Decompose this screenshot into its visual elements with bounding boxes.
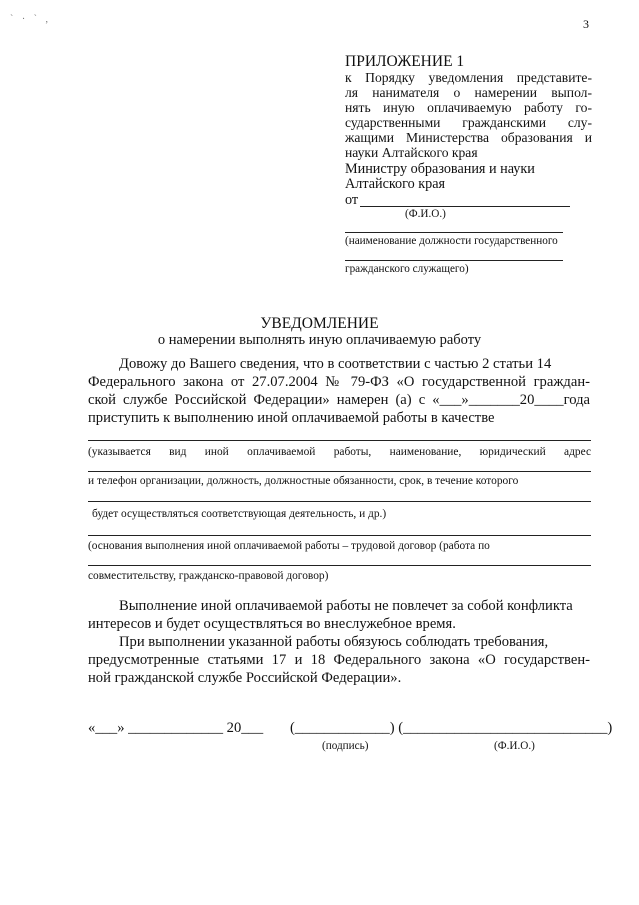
paragraph-line: ной гражданской службе Российской Федерации». xyxy=(88,670,402,686)
appendix-title: ПРИЛОЖЕНИЕ 1 xyxy=(345,53,465,70)
fio-underline xyxy=(360,206,570,207)
position-underline xyxy=(345,232,563,233)
addressee-line: Министру образования и науки xyxy=(345,161,535,177)
fill-line xyxy=(88,440,591,441)
fio-signature-caption: (Ф.И.О.) xyxy=(494,740,535,752)
paragraph-line: При выполнении указанной работы обязуюсь соблюдать требования, xyxy=(119,634,549,650)
fill-caption: и телефон организации, должность, должностные обязанности, срок, в течение которого xyxy=(88,475,519,487)
addressee-line: Алтайского края xyxy=(345,176,446,192)
fill-line xyxy=(88,565,591,566)
fio-caption: (Ф.И.О.) xyxy=(405,208,446,220)
fill-caption: (указывается вид иной оплачиваемой работы, наименование, юридический адрес xyxy=(88,446,591,458)
fill-line xyxy=(88,471,591,472)
fill-caption: совместительству, гражданско-правовой договор) xyxy=(88,570,329,582)
appendix-line: нять иную оплачиваемую работу го- xyxy=(345,100,592,115)
paragraph-line: предусмотренные статьями 17 и 18 Федерального закона «О государствен- xyxy=(88,652,590,668)
paragraph-line: интересов и будет осуществляться во внеслужебное время. xyxy=(88,616,456,632)
position-caption: гражданского служащего) xyxy=(345,263,469,275)
signature-date: «___» _____________ 20___ xyxy=(88,720,264,736)
appendix-line: жащими Министерства образования и xyxy=(345,130,592,145)
paragraph-line: приступить к выполнению иной оплачиваемой работы в качестве xyxy=(88,410,495,426)
document-subtitle: о намерении выполнять иную оплачиваемую работу xyxy=(157,332,482,348)
appendix-line: науки Алтайского края xyxy=(345,145,478,160)
from-label: от xyxy=(345,192,359,208)
scan-specks: ` · ` , xyxy=(10,14,51,25)
appendix-line: сударственными гражданскими слу- xyxy=(345,115,592,130)
document-title: УВЕДОМЛЕНИЕ xyxy=(260,315,379,332)
position-caption: (наименование должности государственного xyxy=(345,235,558,247)
signature-caption: (подпись) xyxy=(322,740,369,752)
appendix-line: к Порядку уведомления представите- xyxy=(345,70,592,85)
fill-line xyxy=(88,501,591,502)
paragraph-line: Выполнение иной оплачиваемой работы не повлечет за собой конфликта xyxy=(119,598,573,614)
page-number: 3 xyxy=(583,17,589,31)
fill-caption: (основания выполнения иной оплачиваемой работы – трудовой договор (работа по xyxy=(88,540,490,552)
paragraph-line: Довожу до Вашего сведения, что в соответствии с частью 2 статьи 14 xyxy=(119,356,552,372)
paragraph-line: ской службе Российской Федерации» намерен (а) с «___»_______20____года xyxy=(88,392,590,408)
position-underline xyxy=(345,260,563,261)
fill-caption: будет осуществляться соответствующая деятельность, и др.) xyxy=(92,508,387,520)
fill-line xyxy=(88,535,591,536)
paragraph-line: Федерального закона от 27.07.2004 № 79-ФЗ «О государственной граждан- xyxy=(88,374,590,390)
appendix-line: ля нанимателя о намерении выпол- xyxy=(345,85,592,100)
signature-fields: (_____________) (____________________________) xyxy=(290,720,613,736)
